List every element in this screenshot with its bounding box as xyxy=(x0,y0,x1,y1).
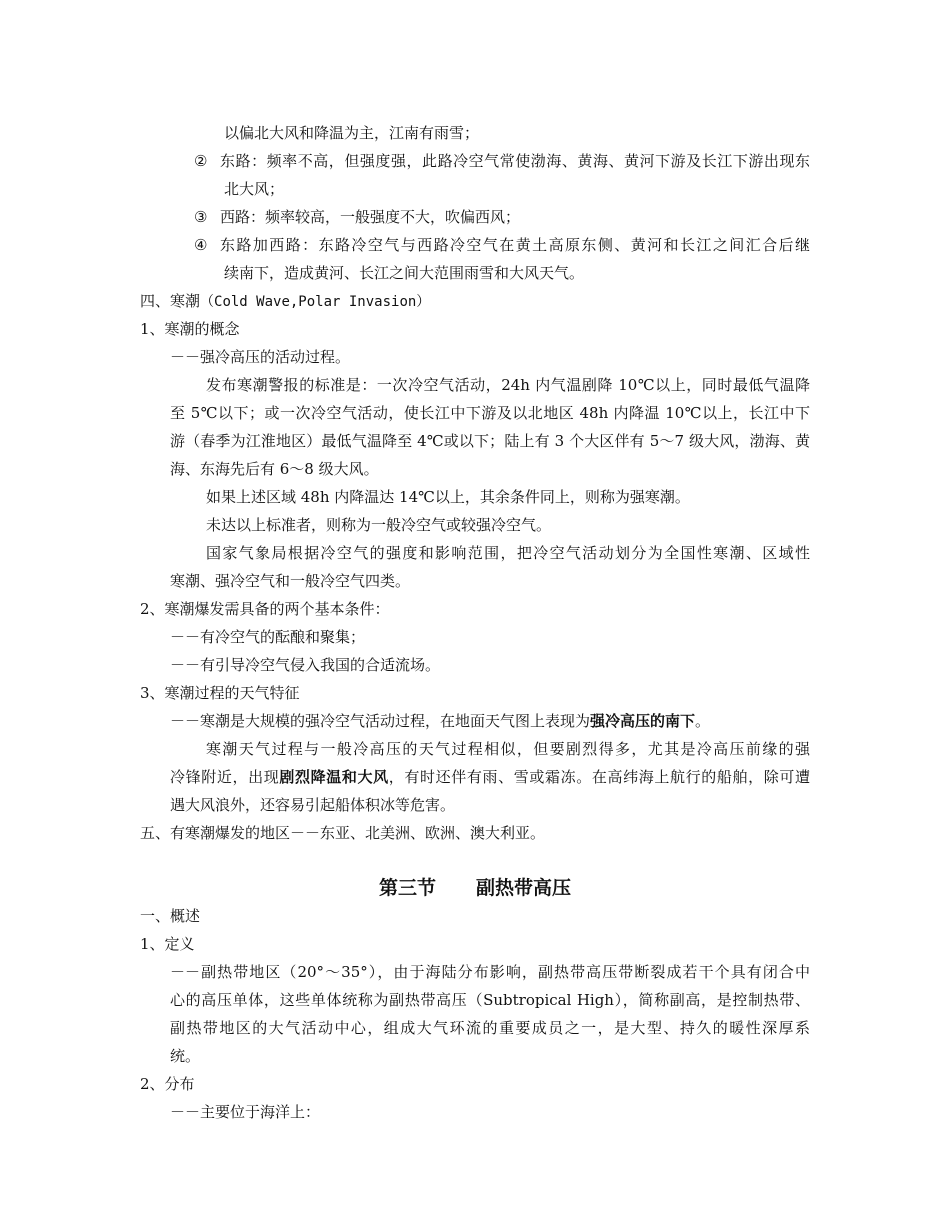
text-line: 续南下，造成黄河、长江之间大范围雨雪和大风天气。 xyxy=(224,264,585,282)
text-line: 心的高压单体，这些单体统称为副热带高压（Subtropical High），简称副高，是控制热带、 xyxy=(170,991,810,1009)
text-line: 以偏北大风和降温为主，江南有雨雪； xyxy=(224,124,480,142)
bold-text: 剧烈降温和大风 xyxy=(279,768,389,786)
subsection-heading: 1、定义 xyxy=(140,935,195,953)
list-number: ③ xyxy=(194,208,208,226)
subsection-heading: 1、寒潮的概念 xyxy=(140,320,240,338)
text-line xyxy=(170,711,710,731)
section-heading: 五、有寒潮爆发的地区－－东亚、北美洲、欧洲、澳大利亚。 xyxy=(140,824,546,842)
subsection-heading: 2、分布 xyxy=(140,1075,195,1093)
text-line: －－主要位于海洋上： xyxy=(170,1103,321,1121)
list-number: ④ xyxy=(194,236,208,254)
text-line: －－有冷空气的酝酿和聚集； xyxy=(170,628,366,646)
text-line: 如果上述区域 48h 内降温达 14℃以上，其余条件同上，则称为强寒潮。 xyxy=(206,488,690,506)
text-line: 北大风； xyxy=(224,180,285,198)
text-line: 东路加西路：东路冷空气与西路冷空气在黄土高原东侧、黄河和长江之间汇合后继 xyxy=(220,236,810,254)
text-run: 。 xyxy=(695,712,711,730)
text-line: －－有引导冷空气侵入我国的合适流场。 xyxy=(170,656,441,674)
subsection-heading: 2、寒潮爆发需具备的两个基本条件： xyxy=(140,600,390,618)
title-section-number: 第三节 xyxy=(378,877,436,899)
text-line: 寒潮、强冷空气和一般冷空气四类。 xyxy=(170,572,411,590)
text-line: 至 5℃以下；或一次冷空气活动，使长江中下游及以北地区 48h 内降温 10℃以上，长江中下 xyxy=(170,404,810,422)
title-section-name: 副热带高压 xyxy=(476,877,572,899)
section-heading-english: （Cold Wave,Polar Invasion） xyxy=(200,294,431,310)
text-line: －－强冷高压的活动过程。 xyxy=(170,348,351,366)
text-line: 游（春季为江淮地区）最低气温降至 4℃或以下；陆上有 3 个大区伴有 5～7 级大风，渤海、黄 xyxy=(170,432,810,450)
text-line: 统。 xyxy=(170,1047,201,1065)
text-line: 海、东海先后有 6～8 级大风。 xyxy=(170,460,379,478)
text-line: 未达以上标准者，则称为一般冷空气或较强冷空气。 xyxy=(206,516,552,534)
section-heading: 一、概述 xyxy=(140,907,201,925)
list-number: ② xyxy=(194,152,208,170)
text-line: 国家气象局根据冷空气的强度和影响范围，把冷空气活动划分为全国性寒潮、区域性 xyxy=(206,544,810,562)
text-line: 东路：频率不高，但强度强，此路冷空气常使渤海、黄海、黄河下游及长江下游出现东 xyxy=(220,152,810,170)
text-line xyxy=(170,767,810,787)
text-line: －－副热带地区（20°～35°），由于海陆分布影响，副热带高压带断裂成若干个具有闭合中 xyxy=(170,963,810,981)
text-line: 发布寒潮警报的标准是：一次冷空气活动，24h 内气温剧降 10℃以上，同时最低气温降 xyxy=(206,376,810,394)
section-heading-text: 四、寒潮 xyxy=(140,292,201,310)
text-run: ，有时还伴有雨、雪或霜冻。在高纬海上航行的船舶，除可遭 xyxy=(388,768,810,786)
text-run: －－寒潮是大规模的强冷空气活动过程，在地面天气图上表现为 xyxy=(170,712,591,730)
text-line: 西路：频率较高，一般强度不大，吹偏西风； xyxy=(220,208,521,226)
subsection-heading: 3、寒潮过程的天气特征 xyxy=(140,684,300,702)
page-title xyxy=(0,873,950,900)
text-line: 副热带地区的大气活动中心，组成大气环流的重要成员之一，是大型、持久的暖性深厚系 xyxy=(170,1019,810,1037)
text-run: 冷锋附近，出现 xyxy=(170,768,280,786)
text-line: 遇大风浪外，还容易引起船体积冰等危害。 xyxy=(170,796,456,814)
bold-text: 强冷高压的南下 xyxy=(590,712,696,730)
text-line: 寒潮天气过程与一般冷高压的天气过程相似，但要剧烈得多，尤其是冷高压前缘的强 xyxy=(206,740,810,758)
section-heading xyxy=(140,291,430,312)
